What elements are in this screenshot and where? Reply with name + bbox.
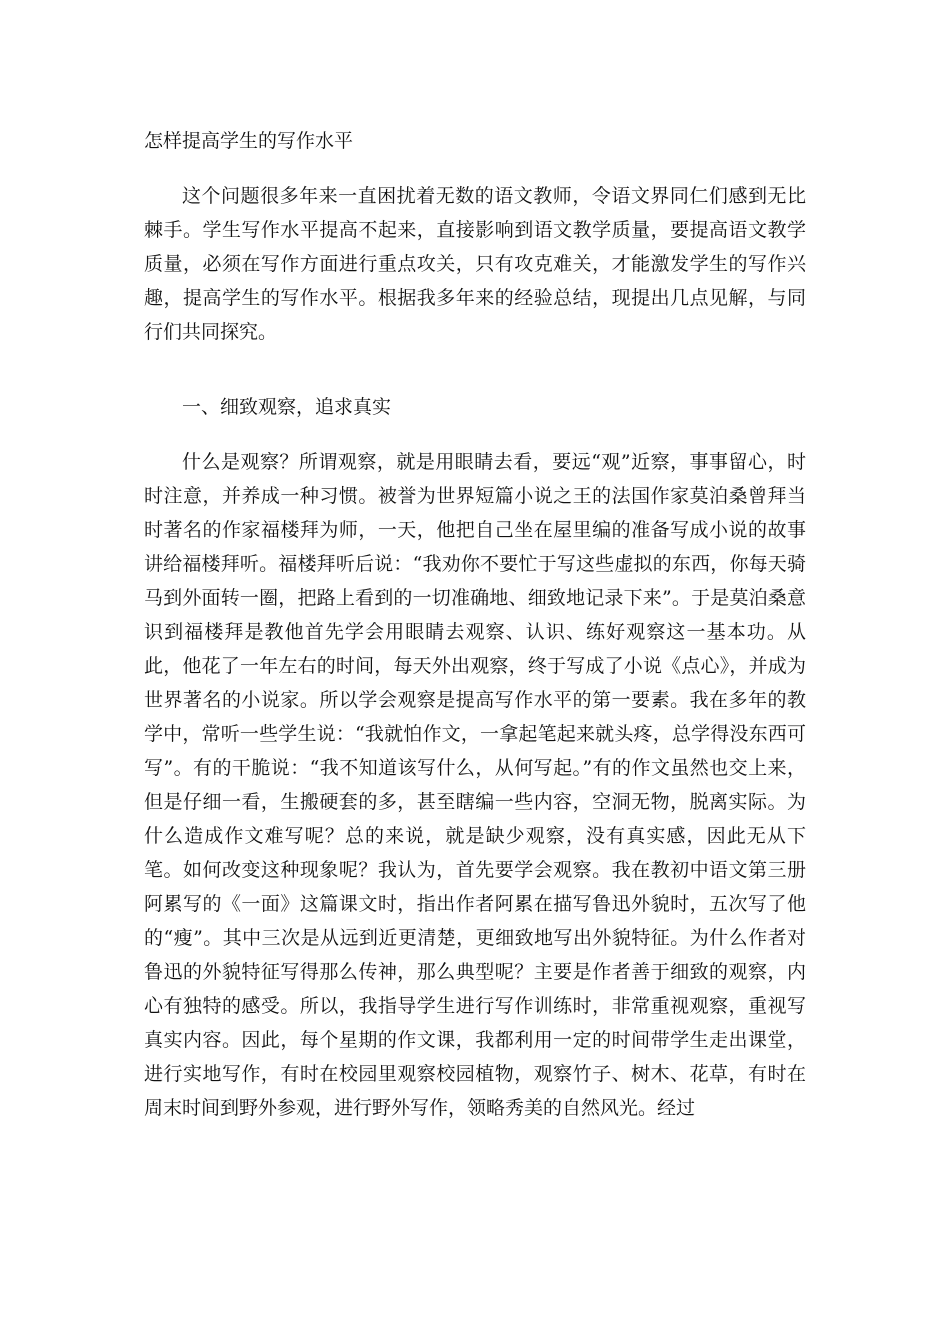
document-title: 怎样提高学生的写作水平 [144, 130, 354, 152]
body-paragraph: 什么是观察？所谓观察，就是用眼睛去看，要远“观”近察，事事留心，时时注意，并养成一种习惯。被誉为世界短篇小说之王的法国作家莫泊桑曾拜当时著名的作家福楼拜为师，一天，他把自己坐在屋里编的准备写成小说的故事讲给福楼拜听。福楼拜听后说：“我劝你不要忙于写这些虚拟的东西，你每天骑马到外面转一圈，把路上看到的一切准确地、细致地记录下来”。于是莫泊桑意识到福楼拜是教他首先学会用眼睛去观察、认识、练好观察这一基本功。从此，他花了一年左右的时间，每天外出观察，终于写成了小说《点心》，并成为世界著名的小说家。所以学会观察是提高写作水平的第一要素。我在多年的教学中，常听一些学生说：“我就怕作文，一拿起笔起来就头疼，总学得没东西可写”。有的干脆说：“我不知道该写什么，从何写起。”有的作文虽然也交上来，但是仔细一看，生搬硬套的多，甚至瞎编一些内容，空洞无物，脱离实际。为什么造成作文难写呢？总的来说，就是缺少观察，没有真实感，因此无从下笔。如何改变这种现象呢？我认为，首先要学会观察。我在教初中语文第三册阿累写的《一面》这篇课文时，指出作者阿累在描写鲁迅外貌时，五次写了他的“瘦”。其中三次是从远到近更清楚，更细致地写出外貌特征。为什么作者对鲁迅的外貌特征写得那么传神，那么典型呢？主要是作者善于细致的观察，内心有独特的感受。所以，我指导学生进行写作训练时，非常重视观察，重视写真实内容。因此，每个星期的作文课，我都利用一定的时间带学生走出课堂，进行实地写作，有时在校园里观察校园植物，观察竹子、树木、花草，有时在周末时间到野外参观，进行野外写作，领略秀美的自然风光。经过 [144, 451, 806, 1119]
intro-paragraph: 这个问题很多年来一直困扰着无数的语文教师，令语文界同仁们感到无比棘手。学生写作水平提高不起来，直接影响到语文教学质量，要提高语文教学质量，必须在写作方面进行重点攻关，只有攻克难关，才能激发学生的写作兴趣，提高学生的写作水平。根据我多年来的经验总结，现提出几点见解，与同行们共同探究。 [144, 185, 806, 343]
section-heading: 一、细致观察，追求真实 [182, 396, 392, 418]
